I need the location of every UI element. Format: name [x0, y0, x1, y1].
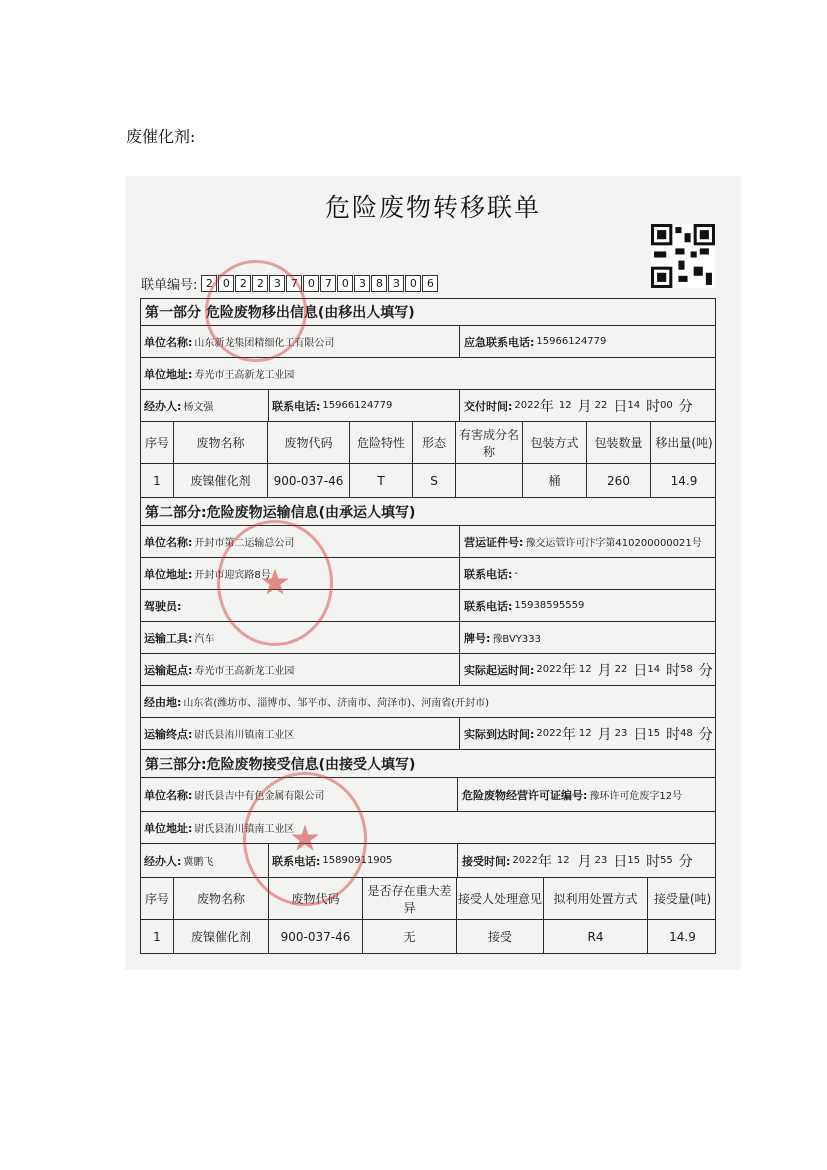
part1-handover-label: 交付时间:	[464, 399, 513, 413]
part2-arrive-year: 2022	[536, 728, 562, 739]
table-cell: 1	[141, 464, 174, 497]
part2-unit-label: 单位名称:	[144, 535, 193, 549]
table-header-cell: 拟利用处置方式	[544, 878, 648, 919]
part2-section	[140, 498, 716, 526]
part2-contact-label: 联系电话:	[464, 567, 513, 581]
table-cell: 接受	[457, 920, 544, 953]
part1-title: 第一部分 危险废物移出信息(由移出人填写)	[145, 305, 415, 321]
table-header-cell: 移出量(吨)	[655, 436, 713, 450]
part3-receive-minute: 55	[660, 855, 673, 866]
serial-digit: 8	[371, 275, 387, 292]
table-header-cell: 废物名称	[174, 878, 269, 919]
table-header-cell: 废物代码	[268, 422, 350, 463]
table-cell: R4	[544, 920, 648, 953]
part3-unit-label: 单位名称:	[144, 788, 193, 802]
part2-vehicle-row	[140, 622, 716, 654]
part3-permit-label: 危险废物经营许可证编号:	[462, 788, 588, 802]
table-header-cell: 序号	[141, 878, 174, 919]
part2-dest: 尉氏县洧川镇南工业区	[194, 730, 295, 741]
part1-address-row	[140, 358, 716, 390]
part1-address: 寿光市王高新龙工业园	[194, 370, 295, 381]
part3-handler: 冀鹏飞	[183, 857, 214, 868]
part2-dest-row: 运输终点: 尉氏县洧川镇南工业区 实际到达时间: 2022 年 12 月 23 日 15 时 48 分	[140, 718, 716, 750]
part2-via-label: 经由地:	[144, 695, 182, 709]
part1-handover-month: 12	[558, 400, 572, 411]
table-cell: 260	[587, 464, 651, 497]
part1-handover-hour: 14	[627, 400, 641, 411]
table-header-cell: 接受人处理意见	[457, 878, 544, 919]
serial-digit: 0	[303, 275, 319, 292]
part3-address-label: 单位地址:	[144, 821, 193, 835]
part2-depart-hour: 14	[647, 664, 661, 675]
part3-phone: 15890911905	[322, 855, 393, 866]
serial-digit: 7	[320, 275, 336, 292]
table-cell: 900-037-46	[268, 464, 350, 497]
part2-vehicle-label: 运输工具:	[144, 631, 193, 645]
part1-handler-row: 经办人: 杨文强 联系电话: 15966124779 交付时间: 2022 年 12 月 22 日 14 时 00 分	[140, 390, 716, 422]
part1-address-label: 单位地址:	[144, 367, 193, 381]
part2-vehicle: 汽车	[194, 634, 215, 645]
part2-depart-year: 2022	[536, 664, 562, 675]
part3-receive-year: 2022	[512, 855, 538, 866]
serial-digit: 2	[252, 275, 268, 292]
company-seal-stamp	[205, 260, 307, 362]
part1-unit-label: 单位名称:	[144, 335, 193, 349]
serial-digit: 3	[388, 275, 404, 292]
table-cell: 14.9	[669, 929, 696, 944]
part2-arrive-day: 23	[614, 728, 628, 739]
qr-code-icon	[651, 220, 715, 292]
table-cell: T	[350, 464, 413, 497]
part1-emergency-label: 应急联系电话:	[464, 335, 535, 349]
table-header-cell: 接受量(吨)	[653, 892, 712, 906]
table-cell: S	[413, 464, 456, 497]
part2-address-label: 单位地址:	[144, 567, 193, 581]
table-header-cell: 废物名称	[174, 422, 268, 463]
star-icon: ★	[258, 562, 292, 604]
part2-plate-label: 牌号:	[464, 631, 491, 645]
carrier-seal-stamp	[217, 520, 333, 646]
serial-digit: 6	[422, 275, 438, 292]
serial-digit: 7	[286, 275, 302, 292]
serial-digit: 0	[218, 275, 234, 292]
receiver-seal-stamp	[243, 772, 367, 906]
serial-digit: 0	[337, 275, 353, 292]
part3-table-header	[140, 878, 716, 920]
part2-depart-day: 22	[614, 664, 628, 675]
part3-phone-label: 联系电话:	[272, 854, 321, 868]
part2-license: 豫交运管许可汴字第410200000021号	[525, 538, 702, 549]
part2-via: 山东省(潍坊市、淄博市、邹平市、济南市、菏泽市)、河南省(开封市)	[183, 698, 490, 709]
table-header-cell: 序号	[141, 422, 174, 463]
part2-arrive-label: 实际到达时间:	[464, 727, 535, 741]
part3-handler-row: 经办人: 冀鹏飞 联系电话: 15890911905 接受时间: 2022 年 12 月 23 日 15 时 55 分	[140, 844, 716, 878]
part3-receive-hour: 15	[627, 855, 641, 866]
part3-section	[140, 750, 716, 778]
form-title: 危险废物转移联单	[324, 193, 541, 222]
part2-depart-label: 实际起运时间:	[464, 663, 535, 677]
table-cell: 14.9	[670, 473, 698, 488]
serial-digit: 2	[201, 275, 217, 292]
part3-address-row	[140, 812, 716, 844]
table-header-cell: 是否存在重大差异	[363, 878, 457, 919]
part1-phone: 15966124779	[322, 400, 393, 411]
table-header-cell: 危险特性	[350, 422, 413, 463]
part2-driver-phone: 15938595559	[514, 600, 585, 611]
part3-receive-day: 23	[594, 855, 608, 866]
table-header-cell: 包装数量	[587, 422, 651, 463]
part3-handler-label: 经办人:	[144, 854, 182, 868]
part1-handover-day: 22	[594, 400, 608, 411]
part3-unit-name: 尉氏县吉中有色金属有限公司	[194, 791, 325, 802]
table-cell: 无	[363, 920, 457, 953]
table-cell: 桶	[523, 464, 587, 497]
serial-digit: 3	[269, 275, 285, 292]
part2-depart-month: 12	[578, 664, 592, 675]
table-cell: 废镍催化剂	[174, 920, 269, 953]
part3-receive-month: 12	[556, 855, 570, 866]
table-cell	[456, 464, 523, 497]
table-row	[140, 920, 716, 954]
part3-permit: 豫环许可危废字12号	[589, 791, 683, 802]
serial-digit: 3	[354, 275, 370, 292]
table-cell: 900-037-46	[269, 920, 363, 953]
part2-license-label: 营运证件号:	[464, 535, 524, 549]
part2-via-row	[140, 686, 716, 718]
table-cell: 废镍催化剂	[174, 464, 268, 497]
part1-emergency-phone: 15966124779	[536, 336, 607, 347]
part2-contact: -	[514, 568, 519, 579]
part1-handover-minute: 00	[660, 400, 673, 411]
part2-depart-minute: 58	[680, 664, 693, 675]
part2-arrive-month: 12	[578, 728, 592, 739]
part1-table-header	[140, 422, 716, 464]
part3-title: 第三部分:危险废物接受信息(由接受人填写)	[145, 756, 416, 773]
part1-handler-label: 经办人:	[144, 399, 182, 413]
part1-unit-name: 山东新龙集团精细化工有限公司	[194, 338, 335, 349]
part2-unit-name: 开封市第二运输总公司	[194, 538, 295, 549]
part3-address: 尉氏县洧川镇南工业区	[194, 824, 295, 835]
table-row	[140, 464, 716, 498]
part1-phone-label: 联系电话:	[272, 399, 321, 413]
part2-origin-row: 运输起点: 寿光市王高新龙工业园 实际起运时间: 2022 年 12 月 22 日 14 时 58 分	[140, 654, 716, 686]
part1-handover-year: 2022	[514, 400, 540, 411]
part2-origin-label: 运输起点:	[144, 663, 193, 677]
star-icon: ★	[288, 818, 322, 860]
serial-digit: 2	[235, 275, 251, 292]
manifest-scan	[125, 176, 741, 970]
part2-dest-label: 运输终点:	[144, 727, 193, 741]
part2-arrive-hour: 15	[647, 728, 661, 739]
part2-title: 第二部分:危险废物运输信息(由承运人填写)	[145, 504, 416, 521]
table-header-cell: 包装方式	[523, 422, 587, 463]
table-header-cell: 有害成分名称	[456, 422, 523, 463]
page-heading: 废催化剂:	[126, 127, 196, 146]
serial-label: 联单编号:	[141, 278, 198, 293]
part3-receive-label: 接受时间:	[462, 854, 511, 868]
table-header-cell: 形态	[413, 422, 456, 463]
part3-unit-row	[140, 778, 716, 812]
serial-digit: 0	[405, 275, 421, 292]
part1-handler: 杨文强	[183, 402, 214, 413]
part2-arrive-minute: 48	[680, 728, 693, 739]
table-header-cell: 废物代码	[269, 878, 363, 919]
part2-origin: 寿光市王高新龙工业园	[194, 666, 295, 677]
table-cell: 1	[141, 920, 174, 953]
part2-plate: 豫BVY333	[492, 634, 541, 645]
part2-address: 开封市迎宾路8号	[194, 570, 271, 581]
part2-driver-label: 驾驶员:	[144, 599, 182, 613]
part2-driver-phone-label: 联系电话:	[464, 599, 513, 613]
